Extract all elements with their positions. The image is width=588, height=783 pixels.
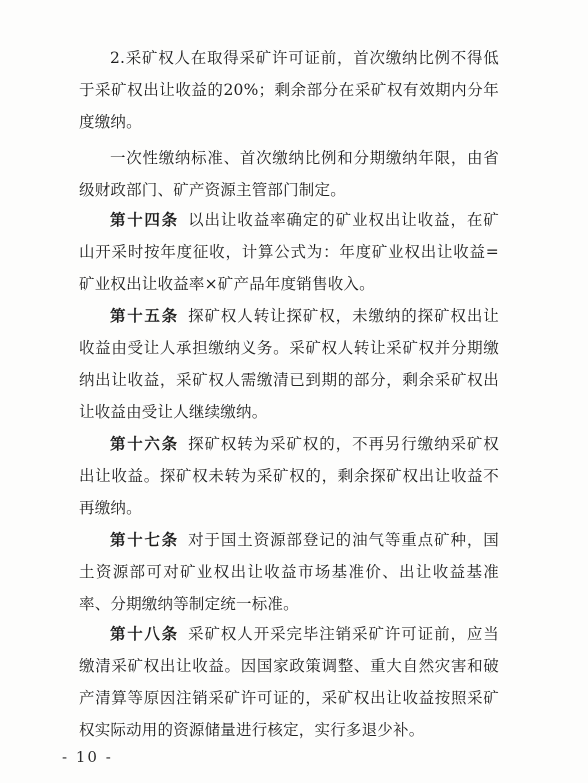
article-text: 探矿权人转让探矿权，未缴纳的探矿权出让收益由受让人承担缴纳义务。采矿权人转让采矿权并分期缴纳出让收益，采矿权人需缴清已到期的部分，剩余采矿权出让收益由受让人继续缴纳。 [79,307,499,421]
article-14 [79,204,499,300]
article-text: 探矿权转为采矿权的，不再另行缴纳采矿权出让收益。探矿权未转为采矿权的，剩余探矿权出让收益不再缴纳。 [79,435,499,517]
paragraph-text: 2.采矿权人在取得采矿许可证前，首次缴纳比例不得低于采矿权出让收益的20%；剩余部分在采矿权有效期内分年度缴纳。 [79,49,499,131]
article-17 [79,524,499,620]
paragraph-installment-rule-2 [79,42,499,138]
article-16 [79,428,499,524]
article-label: 第十八条 [110,624,179,643]
page-number: - 10 - [62,748,113,766]
article-label: 第十七条 [110,530,179,549]
article-label: 第十六条 [110,434,179,453]
paragraph-text: 一次性缴纳标准、首次缴纳比例和分期缴纳年限，由省级财政部门、矿产资源主管部门制定。 [79,149,499,199]
paragraph-payment-standards [79,142,499,206]
article-label: 第十四条 [110,210,179,229]
article-15 [79,300,499,428]
article-text: 对于国土资源部登记的油气等重点矿种，国土资源部可对矿业权出让收益市场基准价、出让收益基准率、分期缴纳等制定统一标准。 [79,531,499,613]
article-text: 以出让收益率确定的矿业权出让收益，在矿山开采时按年度征收，计算公式为：年度矿业权出让收益=矿业权出让收益率×矿产品年度销售收入。 [79,211,499,293]
article-18 [79,618,499,746]
article-label: 第十五条 [110,306,179,325]
article-text: 采矿权人开采完毕注销采矿许可证前，应当缴清采矿权出让收益。因国家政策调整、重大自然灾害和破产清算等原因注销采矿许可证的，采矿权出让收益按照采矿权实际动用的资源储量进行核定，实行多退少补。 [79,625,499,739]
